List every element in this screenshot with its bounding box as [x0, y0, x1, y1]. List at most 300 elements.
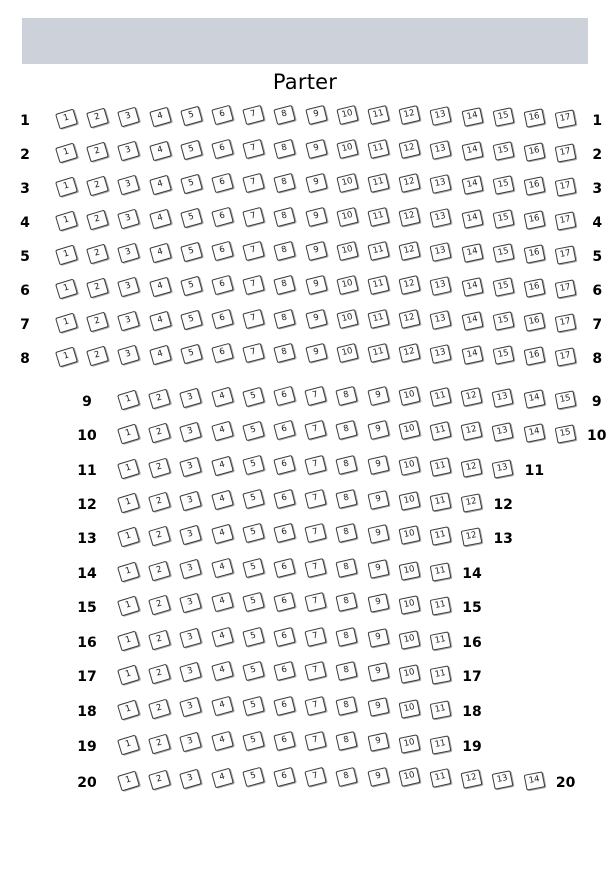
seat[interactable]: [305, 455, 327, 475]
seat[interactable]: [336, 420, 358, 440]
seat[interactable]: [274, 207, 296, 227]
seat[interactable]: [336, 275, 358, 295]
seat[interactable]: [242, 558, 264, 578]
seat[interactable]: [305, 139, 327, 159]
seat[interactable]: [118, 141, 141, 162]
seat[interactable]: [367, 733, 389, 753]
seat[interactable]: [55, 211, 78, 232]
seat[interactable]: [430, 735, 452, 754]
seat[interactable]: [398, 561, 420, 580]
seat[interactable]: [211, 558, 234, 578]
seat[interactable]: [86, 312, 109, 333]
seat[interactable]: [117, 459, 140, 480]
seat[interactable]: [149, 106, 172, 127]
seat[interactable]: [86, 346, 109, 367]
seat[interactable]: [242, 592, 264, 612]
seat[interactable]: [430, 344, 452, 364]
seat[interactable]: [274, 275, 296, 295]
seat[interactable]: [117, 493, 140, 514]
seat[interactable]: [211, 105, 234, 125]
seat[interactable]: [305, 731, 327, 751]
seat[interactable]: [523, 389, 545, 408]
seat[interactable]: [336, 455, 358, 475]
seat[interactable]: [555, 109, 577, 128]
seat[interactable]: [398, 699, 420, 718]
seat[interactable]: [305, 592, 327, 612]
seat[interactable]: [118, 243, 141, 264]
seat[interactable]: [211, 309, 234, 329]
seat[interactable]: [211, 421, 234, 442]
seat[interactable]: [305, 275, 327, 295]
seat[interactable]: [211, 456, 234, 476]
seat[interactable]: [273, 523, 295, 543]
seat[interactable]: [555, 313, 577, 332]
seat[interactable]: [367, 343, 389, 363]
seat[interactable]: [148, 629, 171, 650]
seat[interactable]: [305, 696, 327, 716]
seat[interactable]: [555, 143, 577, 162]
seat[interactable]: [117, 562, 140, 583]
seat[interactable]: [367, 490, 389, 510]
seat[interactable]: [305, 105, 327, 125]
seat[interactable]: [336, 207, 358, 227]
seat[interactable]: [55, 347, 78, 368]
seat[interactable]: [554, 390, 576, 409]
seat[interactable]: [524, 142, 546, 161]
seat[interactable]: [180, 310, 203, 330]
seat[interactable]: [148, 698, 171, 719]
seat[interactable]: [336, 662, 358, 682]
seat[interactable]: [211, 592, 234, 612]
seat[interactable]: [430, 700, 452, 719]
seat[interactable]: [274, 139, 296, 159]
seat[interactable]: [367, 207, 389, 227]
seat[interactable]: [242, 139, 264, 159]
seat[interactable]: [555, 347, 577, 366]
seat[interactable]: [180, 456, 203, 477]
seat-number: 1: [62, 350, 71, 362]
seat[interactable]: [55, 245, 78, 266]
seat[interactable]: [524, 108, 546, 127]
seat[interactable]: [305, 489, 327, 509]
seat[interactable]: [117, 527, 140, 548]
seat[interactable]: [524, 346, 546, 365]
seat[interactable]: [118, 311, 141, 332]
seat[interactable]: [242, 420, 265, 440]
seat[interactable]: [492, 312, 514, 332]
seat[interactable]: [555, 279, 577, 298]
seat-number: 10: [402, 597, 416, 610]
seat[interactable]: [524, 176, 546, 195]
seat[interactable]: [305, 241, 327, 261]
seat[interactable]: [180, 106, 203, 126]
seat[interactable]: [149, 208, 172, 229]
seat[interactable]: [86, 210, 109, 231]
seat[interactable]: [399, 173, 421, 193]
seat[interactable]: [555, 177, 577, 196]
seat[interactable]: [461, 141, 483, 161]
seat-number: 8: [342, 389, 351, 401]
seat[interactable]: [148, 457, 171, 478]
seat[interactable]: [242, 275, 264, 295]
seat[interactable]: [274, 343, 296, 363]
seat[interactable]: [242, 523, 264, 543]
seat[interactable]: [523, 771, 545, 790]
seat[interactable]: [148, 560, 171, 581]
seat[interactable]: [242, 696, 264, 716]
seat[interactable]: [336, 628, 358, 648]
seat[interactable]: [492, 108, 514, 128]
seat[interactable]: [273, 386, 295, 406]
seat[interactable]: [524, 312, 546, 331]
seat[interactable]: [367, 698, 389, 718]
seat[interactable]: [492, 422, 514, 442]
seat[interactable]: [492, 278, 514, 298]
seat[interactable]: [430, 106, 452, 126]
seat[interactable]: [398, 595, 420, 614]
seat[interactable]: [430, 208, 452, 228]
seat[interactable]: [492, 176, 514, 196]
seat[interactable]: [118, 345, 141, 366]
seat[interactable]: [430, 310, 452, 330]
seat[interactable]: [55, 109, 78, 130]
seat[interactable]: [118, 175, 141, 196]
seat[interactable]: [336, 386, 358, 406]
seat[interactable]: [211, 139, 234, 159]
seat-number: 2: [155, 667, 164, 679]
seat[interactable]: [367, 309, 389, 329]
seat[interactable]: [86, 142, 109, 163]
seat[interactable]: [367, 560, 389, 580]
seat[interactable]: [55, 279, 78, 300]
seat[interactable]: [117, 735, 140, 756]
seat[interactable]: [305, 173, 327, 193]
seat[interactable]: [398, 386, 420, 406]
seat[interactable]: [274, 309, 296, 329]
seat[interactable]: [273, 420, 295, 440]
seat[interactable]: [180, 174, 203, 194]
seat[interactable]: [180, 732, 203, 753]
seat[interactable]: [242, 386, 265, 406]
seat[interactable]: [367, 173, 389, 193]
seat[interactable]: [367, 455, 389, 475]
seat[interactable]: [492, 770, 514, 789]
seat[interactable]: [430, 242, 452, 262]
seat[interactable]: [554, 424, 576, 443]
seat[interactable]: [242, 731, 264, 751]
seat[interactable]: [461, 243, 483, 263]
seat[interactable]: [148, 423, 171, 444]
seat[interactable]: [430, 768, 452, 788]
seat[interactable]: [242, 661, 264, 681]
seat[interactable]: [461, 209, 483, 229]
seat[interactable]: [492, 388, 514, 408]
seat[interactable]: [461, 311, 483, 331]
seat[interactable]: [180, 422, 203, 443]
seat[interactable]: [523, 423, 545, 442]
seat[interactable]: [399, 139, 421, 159]
seat[interactable]: [430, 526, 452, 545]
seat[interactable]: [461, 175, 483, 195]
seat[interactable]: [336, 523, 358, 543]
seat[interactable]: [180, 628, 203, 649]
seat[interactable]: [242, 627, 264, 647]
seat[interactable]: [211, 731, 234, 751]
seat[interactable]: [336, 767, 358, 787]
seat[interactable]: [304, 386, 326, 406]
seat[interactable]: [367, 594, 389, 614]
seat[interactable]: [305, 627, 327, 647]
seat[interactable]: [461, 769, 483, 789]
seat[interactable]: [367, 663, 389, 683]
seat[interactable]: [211, 387, 234, 408]
seat[interactable]: [399, 309, 421, 329]
seat[interactable]: [305, 343, 327, 363]
seat[interactable]: [304, 420, 326, 440]
seat[interactable]: [461, 421, 483, 441]
seat-number: 13: [496, 462, 509, 474]
seat[interactable]: [273, 767, 295, 787]
seat-row: [0, 386, 610, 420]
seat[interactable]: [242, 767, 265, 787]
seat[interactable]: [336, 559, 358, 579]
seat[interactable]: [242, 173, 264, 193]
seat[interactable]: [148, 594, 171, 615]
seat[interactable]: [492, 459, 514, 478]
seat[interactable]: [461, 458, 483, 477]
seat[interactable]: [524, 278, 546, 297]
seat[interactable]: [273, 489, 295, 509]
seat[interactable]: [430, 276, 452, 296]
seat[interactable]: [430, 596, 452, 615]
seat[interactable]: [273, 558, 295, 578]
seat[interactable]: [55, 313, 78, 334]
seat[interactable]: [180, 242, 203, 262]
seat[interactable]: [367, 629, 389, 649]
seat[interactable]: [273, 661, 295, 681]
seat[interactable]: [274, 173, 296, 193]
seat[interactable]: [399, 105, 421, 125]
seat[interactable]: [180, 344, 203, 364]
seat[interactable]: [367, 767, 389, 787]
seat[interactable]: [211, 275, 234, 295]
seat[interactable]: [367, 105, 389, 125]
seat[interactable]: [461, 107, 483, 127]
seat[interactable]: [461, 345, 483, 365]
seat[interactable]: [211, 696, 234, 716]
seat[interactable]: [492, 346, 514, 366]
seat[interactable]: [117, 771, 140, 792]
seat[interactable]: [148, 663, 171, 684]
seat[interactable]: [148, 491, 171, 512]
seat[interactable]: [305, 661, 327, 681]
seat[interactable]: [398, 767, 420, 787]
seat[interactable]: [336, 697, 358, 717]
seat[interactable]: [274, 241, 296, 261]
seat[interactable]: [180, 593, 203, 614]
seat-number: 5: [187, 245, 195, 257]
seat[interactable]: [148, 525, 171, 546]
seat[interactable]: [336, 489, 358, 509]
seat[interactable]: [398, 630, 420, 649]
seat[interactable]: [430, 457, 452, 477]
seat[interactable]: [273, 592, 295, 612]
seat[interactable]: [399, 241, 421, 261]
seat[interactable]: [149, 174, 172, 195]
seat[interactable]: [461, 387, 483, 407]
seat[interactable]: [367, 420, 389, 440]
seat[interactable]: [430, 665, 452, 684]
seat[interactable]: [336, 309, 358, 329]
seat[interactable]: [148, 389, 171, 410]
seat[interactable]: [211, 627, 234, 647]
seat[interactable]: [211, 523, 234, 543]
seat[interactable]: [430, 562, 452, 581]
seat[interactable]: [211, 173, 234, 193]
seat[interactable]: [273, 455, 295, 475]
seat[interactable]: [399, 207, 421, 227]
seat[interactable]: [305, 207, 327, 227]
seat[interactable]: [492, 142, 514, 162]
seat[interactable]: [86, 108, 109, 129]
seat[interactable]: [149, 310, 172, 331]
seat-number: 14: [465, 143, 479, 156]
seat[interactable]: [55, 143, 78, 164]
seat[interactable]: [148, 733, 171, 754]
seat[interactable]: [367, 241, 389, 261]
seat[interactable]: [180, 208, 203, 228]
seat[interactable]: [367, 275, 389, 295]
seat-number: 12: [403, 346, 416, 359]
seat[interactable]: [149, 140, 172, 161]
seat-number: 13: [434, 278, 448, 291]
seat[interactable]: [180, 559, 203, 580]
seat[interactable]: [398, 734, 420, 753]
seat[interactable]: [305, 523, 327, 543]
seat-number: 2: [155, 529, 164, 541]
seat[interactable]: [149, 242, 172, 263]
seat[interactable]: [429, 387, 451, 407]
seat[interactable]: [336, 105, 358, 125]
seat[interactable]: [242, 241, 264, 261]
seat[interactable]: [180, 697, 203, 718]
seat[interactable]: [180, 769, 203, 790]
seat-number: 6: [218, 210, 227, 222]
seat[interactable]: [336, 732, 358, 752]
seat[interactable]: [274, 105, 296, 125]
seat[interactable]: [211, 489, 234, 509]
seat[interactable]: [55, 177, 78, 198]
seat[interactable]: [367, 524, 389, 544]
seat[interactable]: [336, 173, 358, 193]
seat[interactable]: [430, 492, 452, 511]
seat[interactable]: [430, 140, 452, 160]
seat[interactable]: [86, 176, 109, 197]
seat[interactable]: [492, 244, 514, 264]
seat[interactable]: [398, 456, 420, 476]
seat[interactable]: [242, 343, 264, 363]
seat[interactable]: [180, 140, 203, 160]
seat[interactable]: [524, 210, 546, 229]
seat[interactable]: [117, 700, 140, 721]
seat[interactable]: [555, 211, 577, 230]
seat[interactable]: [461, 493, 483, 512]
seat[interactable]: [399, 275, 421, 295]
seat[interactable]: [430, 174, 452, 194]
seat-number: 11: [433, 423, 447, 436]
seat[interactable]: [118, 107, 141, 128]
seat[interactable]: [555, 245, 577, 264]
seat[interactable]: [524, 244, 546, 263]
seat[interactable]: [398, 525, 420, 545]
seat[interactable]: [118, 209, 141, 230]
seat[interactable]: [336, 241, 358, 261]
seat[interactable]: [149, 344, 172, 365]
seat[interactable]: [242, 105, 264, 125]
seat-number: 17: [559, 214, 572, 226]
seat[interactable]: [211, 661, 234, 681]
seat-number: 4: [217, 527, 226, 539]
seat[interactable]: [398, 420, 420, 440]
seat[interactable]: [305, 558, 327, 578]
seat[interactable]: [492, 210, 514, 230]
seat[interactable]: [273, 627, 295, 647]
seat[interactable]: [118, 277, 141, 298]
seat[interactable]: [180, 490, 203, 511]
seat[interactable]: [461, 527, 483, 546]
seat[interactable]: [242, 309, 264, 329]
seat[interactable]: [242, 489, 264, 509]
seat[interactable]: [180, 388, 203, 409]
seat[interactable]: [148, 770, 171, 791]
seat[interactable]: [461, 277, 483, 297]
seat[interactable]: [117, 424, 140, 445]
seat[interactable]: [398, 664, 420, 683]
seat[interactable]: [180, 524, 203, 545]
seat[interactable]: [117, 390, 140, 411]
seat[interactable]: [336, 593, 358, 613]
seat[interactable]: [398, 491, 420, 511]
seat[interactable]: [117, 665, 140, 686]
seat[interactable]: [430, 631, 452, 650]
seat[interactable]: [336, 139, 358, 159]
seat[interactable]: [336, 343, 358, 363]
seat[interactable]: [273, 731, 295, 751]
seat[interactable]: [305, 767, 327, 787]
seat[interactable]: [180, 662, 203, 683]
seat[interactable]: [367, 386, 389, 406]
seat[interactable]: [149, 276, 172, 297]
seat[interactable]: [86, 244, 109, 265]
seat-number: 14: [527, 426, 541, 439]
seat[interactable]: [429, 421, 451, 441]
seat[interactable]: [211, 241, 234, 261]
seat[interactable]: [399, 343, 421, 363]
seat[interactable]: [367, 139, 389, 159]
seat[interactable]: [180, 276, 203, 296]
seat-number: 8: [280, 346, 289, 358]
seat[interactable]: [242, 455, 264, 475]
seat[interactable]: [242, 207, 264, 227]
seat[interactable]: [211, 207, 234, 227]
seat[interactable]: [211, 768, 234, 789]
seat[interactable]: [273, 696, 295, 716]
seat[interactable]: [117, 596, 140, 617]
seat[interactable]: [305, 309, 327, 329]
seat[interactable]: [117, 631, 140, 652]
seat[interactable]: [211, 343, 234, 363]
seat[interactable]: [86, 278, 109, 299]
